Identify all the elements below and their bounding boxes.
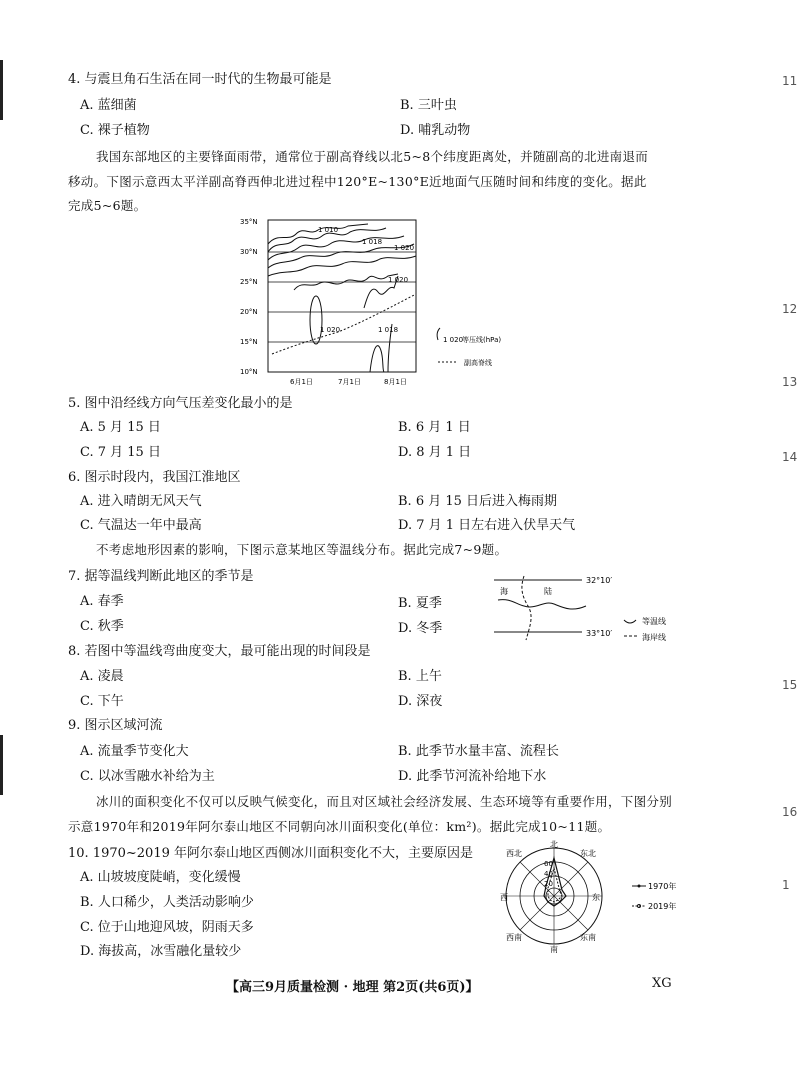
y-tick: 25°N bbox=[240, 278, 258, 286]
x-tick: 8月1日 bbox=[384, 378, 407, 386]
question-9-stem: 9. 图示区域河流 bbox=[68, 718, 163, 733]
q4-option-d: D. 哺乳动物 bbox=[400, 123, 471, 138]
legend-isobar-icon bbox=[437, 328, 440, 340]
q5-option-c: C. 7 月 15 日 bbox=[80, 445, 161, 460]
q8-option-a: A. 凌晨 bbox=[80, 669, 124, 684]
q10-option-a: A. 山坡坡度陡峭，变化缓慢 bbox=[80, 870, 241, 885]
dir-east: 东 bbox=[592, 893, 600, 902]
q9-option-d: D. 此季节河流补给地下水 bbox=[398, 769, 547, 784]
intro-7-9: 不考虑地形因素的影响，下图示意某地区等温线分布。据此完成7~9题。 bbox=[96, 542, 508, 557]
y-tick: 35°N bbox=[240, 218, 258, 226]
dir-southwest: 西南 bbox=[506, 933, 522, 942]
contour-label: 1 010 bbox=[318, 226, 339, 234]
x-tick: 7月1日 bbox=[338, 378, 361, 386]
dir-west: 西 bbox=[500, 893, 508, 902]
contour-label: 1 018 bbox=[378, 326, 399, 334]
q6-option-c: C. 气温达一年中最高 bbox=[80, 518, 202, 533]
pressure-contour-figure bbox=[238, 214, 538, 392]
q7-option-b: B. 夏季 bbox=[398, 596, 442, 611]
contour-label: 1 018 bbox=[362, 238, 383, 246]
q8-option-d: D. 深夜 bbox=[398, 694, 443, 709]
question-7-stem: 7. 据等温线判断此地区的季节是 bbox=[68, 569, 254, 584]
q8-option-c: C. 下午 bbox=[80, 694, 124, 709]
dir-south: 南 bbox=[550, 945, 558, 954]
dir-northwest: 西北 bbox=[506, 849, 522, 858]
q5-option-d: D. 8 月 1 日 bbox=[398, 445, 472, 460]
question-6-stem: 6. 图示时段内，我国江淮地区 bbox=[68, 470, 241, 485]
q4-option-b: B. 三叶虫 bbox=[400, 98, 457, 113]
x-tick: 6月1日 bbox=[290, 378, 313, 386]
margin-number: 1 bbox=[782, 878, 790, 892]
y-tick: 10°N bbox=[240, 368, 258, 376]
intro-5-6-line2: 移动。下图示意西太平洋副高脊西伸北进过程中120°E~130°E近地面气压随时间和纬度的变化。据此 bbox=[68, 174, 647, 189]
margin-number: 11 bbox=[782, 74, 797, 88]
ring-label: 60 bbox=[544, 860, 553, 868]
q6-option-a: A. 进入晴朗无风天气 bbox=[80, 494, 202, 509]
legend-isobar-label: 等压线(hPa) bbox=[462, 336, 502, 344]
margin-number: 15 bbox=[782, 678, 797, 692]
page-footer: 【高三9月质量检测 · 地理 第2页(共6页)】 bbox=[226, 980, 479, 995]
q9-option-c: C. 以冰雪融水补给为主 bbox=[80, 769, 215, 784]
q10-option-d: D. 海拔高，冰雪融化量较少 bbox=[80, 944, 242, 959]
q5-option-b: B. 6 月 1 日 bbox=[398, 420, 471, 435]
y-tick: 15°N bbox=[240, 338, 258, 346]
legend-isobar-value: 1 020 bbox=[443, 336, 464, 344]
intro-10-11-line1: 冰川的面积变化不仅可以反映气候变化，而且对区域社会经济发展、生态环境等有重要作用，下图分别 bbox=[96, 794, 673, 809]
scan-edge bbox=[0, 60, 3, 120]
question-8-stem: 8. 若图中等温线弯曲度变大，最可能出现的时间段是 bbox=[68, 644, 371, 659]
sea-label: 海 bbox=[500, 587, 508, 596]
contour-label: 1 020 bbox=[320, 326, 341, 334]
q7-option-d: D. 冬季 bbox=[398, 621, 443, 636]
question-5-stem: 5. 图中沿经线方向气压差变化最小的是 bbox=[68, 396, 293, 411]
legend-2019-label: 2019年 bbox=[648, 902, 677, 911]
glacier-radar-figure bbox=[500, 840, 700, 954]
question-10-stem: 10. 1970~2019 年阿尔泰山地区西侧冰川面积变化不大，主要原因是 bbox=[68, 846, 473, 861]
legend-isotherm-label: 等温线 bbox=[642, 617, 666, 626]
q10-option-c: C. 位于山地迎风坡，阴雨天多 bbox=[80, 920, 254, 935]
q7-option-a: A. 春季 bbox=[80, 594, 124, 609]
contour-label: 1 020 bbox=[388, 276, 409, 284]
q4-option-a: A. 蓝细菌 bbox=[80, 98, 137, 113]
q5-option-a: A. 5 月 15 日 bbox=[80, 420, 161, 435]
margin-number: 12 bbox=[782, 302, 797, 316]
q4-option-c: C. 裸子植物 bbox=[80, 123, 150, 138]
q7-option-c: C. 秋季 bbox=[80, 619, 124, 634]
q8-option-b: B. 上午 bbox=[398, 669, 442, 684]
dir-northeast: 东北 bbox=[580, 849, 596, 858]
margin-number: 13 bbox=[782, 375, 797, 389]
y-tick: 20°N bbox=[240, 308, 258, 316]
lat-bottom-label: 33°10′ bbox=[586, 629, 613, 638]
legend-1970-label: 1970年 bbox=[648, 882, 677, 891]
margin-number: 16 bbox=[782, 805, 797, 819]
question-4-stem: 4. 与震旦角石生活在同一时代的生物最可能是 bbox=[68, 72, 332, 87]
isotherm-figure bbox=[490, 570, 690, 642]
intro-5-6-line1: 我国东部地区的主要锋面雨带，通常位于副高脊线以北5~8个纬度距离处，并随副高的北进南退而 bbox=[96, 149, 649, 164]
legend-isotherm-icon bbox=[624, 620, 636, 623]
q6-option-b: B. 6 月 15 日后进入梅雨期 bbox=[398, 494, 558, 509]
land-label: 陆 bbox=[544, 587, 552, 596]
lat-top-label: 32°10′ bbox=[586, 576, 613, 585]
y-tick: 30°N bbox=[240, 248, 258, 256]
ring-label: 20 bbox=[544, 880, 553, 888]
footer-code: XG bbox=[652, 976, 672, 991]
scan-edge bbox=[0, 735, 3, 795]
margin-number: 14 bbox=[782, 450, 797, 464]
contour-label: 1 020 bbox=[394, 244, 415, 252]
dir-north: 北 bbox=[550, 840, 558, 849]
legend-coast-label: 海岸线 bbox=[642, 633, 666, 642]
legend-ridge-label: 副高脊线 bbox=[464, 359, 492, 367]
intro-5-6-line3: 完成5~6题。 bbox=[68, 198, 147, 213]
q9-option-b: B. 此季节水量丰富、流程长 bbox=[398, 744, 559, 759]
q9-option-a: A. 流量季节变化大 bbox=[80, 744, 189, 759]
ring-label: 40 bbox=[544, 870, 553, 878]
dir-southeast: 东南 bbox=[580, 933, 596, 942]
q6-option-d: D. 7 月 1 日左右进入伏旱天气 bbox=[398, 518, 576, 533]
intro-10-11-line2: 示意1970年和2019年阿尔泰山地区不同朝向冰川面积变化(单位：km²)。据此完成10~11题。 bbox=[68, 819, 611, 834]
q10-option-b: B. 人口稀少，人类活动影响少 bbox=[80, 895, 254, 910]
